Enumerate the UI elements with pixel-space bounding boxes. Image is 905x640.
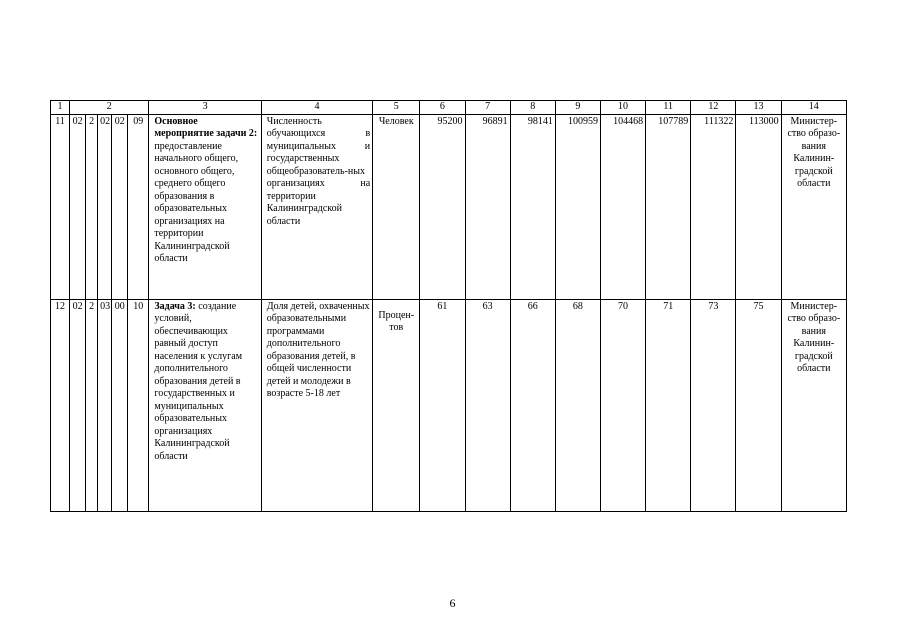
executor-cell: Министер-ство образо-вания Калинин-градской области — [781, 114, 846, 299]
code-cell: 00 — [112, 299, 128, 511]
header-cell: 11 — [646, 101, 691, 115]
code-cell: 2 — [86, 299, 98, 511]
page-number: 6 — [449, 596, 456, 610]
table-row — [51, 114, 847, 299]
code-cell: 09 — [128, 114, 149, 299]
unit-cell: Человек — [373, 114, 420, 299]
table-row — [51, 299, 847, 511]
indicator-description: Численность обучающихся в муниципальных и государственных общеобразователь-ных организациях на территории Калининградской области — [261, 114, 372, 299]
code-cell: 02 — [70, 299, 86, 511]
header-cell: 14 — [781, 101, 846, 115]
value-cell: 75 — [736, 299, 781, 511]
executor-cell: Министер-ство образо-вания Калинин-градской области — [781, 299, 846, 511]
header-cell: 6 — [420, 101, 465, 115]
code-cell: 03 — [98, 299, 112, 511]
value-cell: 70 — [600, 299, 645, 511]
header-cell: 13 — [736, 101, 781, 115]
indicator-description: Доля детей, охваченных образовательными программами дополнительного образования детей, в общей численности детей и молодежи в возрасте 5-18 лет — [261, 299, 372, 511]
value-cell: 68 — [555, 299, 600, 511]
unit-cell: Процен-тов — [373, 299, 420, 511]
value-cell: 61 — [420, 299, 465, 511]
value-cell: 95200 — [420, 114, 465, 299]
value-cell: 66 — [510, 299, 555, 511]
header-cell: 5 — [373, 101, 420, 115]
event-title: Основное мероприятие задачи 2: — [154, 115, 258, 139]
value-cell: 71 — [646, 299, 691, 511]
value-cell: 111322 — [691, 114, 736, 299]
value-cell: 104468 — [600, 114, 645, 299]
value-cell: 100959 — [555, 114, 600, 299]
code-cell: 02 — [70, 114, 86, 299]
code-cell: 10 — [128, 299, 149, 511]
event-description — [149, 114, 261, 299]
task-description — [149, 299, 261, 511]
value-cell: 73 — [691, 299, 736, 511]
header-cell: 12 — [691, 101, 736, 115]
value-cell: 113000 — [736, 114, 781, 299]
value-cell: 107789 — [646, 114, 691, 299]
value-cell: 63 — [465, 299, 510, 511]
code-cell: 02 — [98, 114, 112, 299]
header-cell: 7 — [465, 101, 510, 115]
header-cell: 10 — [600, 101, 645, 115]
code-cell: 2 — [86, 114, 98, 299]
event-text: предоставление начального общего, основного общего, среднего общего образования в образовательных организациях на территории Калининградской области — [154, 140, 239, 264]
header-cell: 4 — [261, 101, 372, 115]
task-text: создание условий, обеспечивающих равный доступ населения к услугам дополнительного образования детей в государственных и муниципальных образовательных организациях Калининградской области — [154, 300, 243, 462]
header-cell: 2 — [70, 101, 149, 115]
header-cell: 8 — [510, 101, 555, 115]
header-cell: 3 — [149, 101, 261, 115]
header-row — [51, 101, 847, 115]
indicators-table — [50, 100, 847, 512]
value-cell: 96891 — [465, 114, 510, 299]
header-cell: 9 — [555, 101, 600, 115]
header-cell: 1 — [51, 101, 70, 115]
row-number: 11 — [51, 114, 70, 299]
value-cell: 98141 — [510, 114, 555, 299]
task-title: Задача 3: — [154, 300, 196, 312]
row-number: 12 — [51, 299, 70, 511]
code-cell: 02 — [112, 114, 128, 299]
